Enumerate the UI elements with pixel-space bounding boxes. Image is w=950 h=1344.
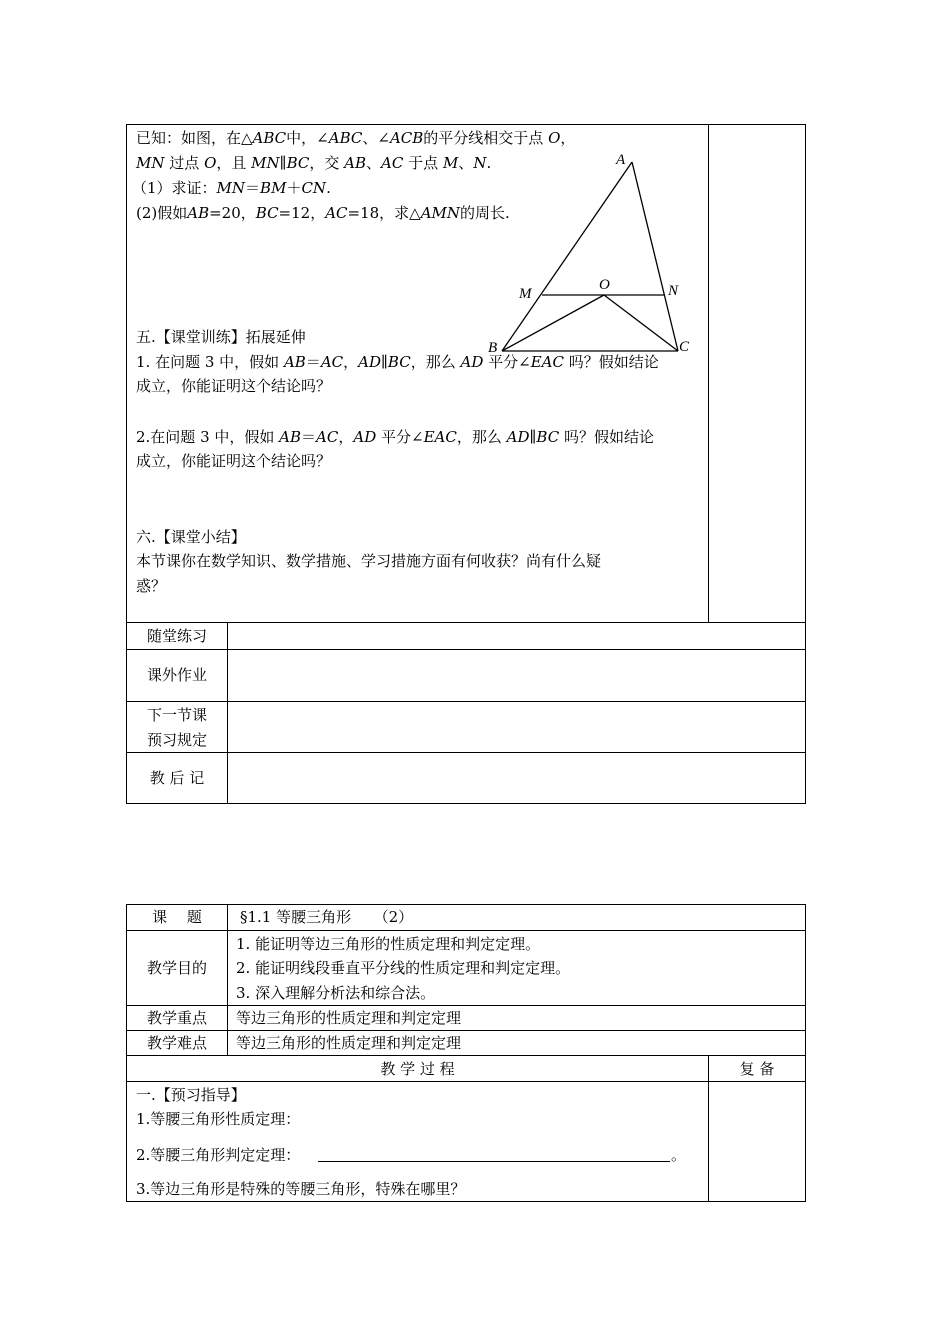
topic-label: 课 题 [152, 908, 202, 926]
question-2: (2)假如AB=20，BC=12，AC=18，求△AMN的周长. [136, 204, 510, 222]
side-ac [632, 162, 678, 351]
goals-label: 教学目的 [146, 959, 207, 977]
exercise-2-line-2: 成立，你能证明这个结论吗？ [136, 452, 332, 470]
upper-row-divider-1 [126, 622, 806, 623]
row-label-preview-1: 下一节课 [146, 706, 207, 724]
segment-bo [502, 295, 604, 351]
row-label-homework: 课外作业 [146, 666, 207, 684]
lower-row-divider-3 [126, 1030, 806, 1031]
goal-2: 2. 能证明线段垂直平分线的性质定理和判定定理。 [236, 959, 571, 977]
process-header: 教 学 过 程 [380, 1060, 455, 1078]
exercise-2-line-1: 2.在问题 3 中，假如 AB＝AC，AD 平分∠EAC，那么 AD∥BC 吗？假如结论 [136, 428, 654, 446]
row-label-afterclass: 教 后 记 [149, 769, 205, 787]
lower-row-divider-4 [126, 1055, 806, 1056]
lower-label-column-divider [227, 904, 228, 1055]
label-b: B [488, 340, 498, 356]
goal-1: 1. 能证明等边三角形的性质定理和判定定理。 [236, 935, 541, 953]
row-label-practice: 随堂练习 [146, 627, 207, 645]
difficulty-value: 等边三角形的性质定理和判定定理 [236, 1034, 462, 1052]
lower-row-divider-5 [126, 1081, 806, 1082]
lower-row-divider-1 [126, 930, 806, 931]
review-header: 复 备 [739, 1060, 775, 1078]
problem-line-1: 已知：如图，在△ABC中，∠ABC、∠ACB的平分线相交于点 O， [136, 129, 576, 147]
label-n: N [668, 283, 679, 299]
side-ab [502, 162, 632, 351]
key-label: 教学重点 [146, 1009, 207, 1027]
section-1-title: 一.【预习指导】 [136, 1086, 246, 1104]
summary-line-1: 本节课你在数学知识、数学措施、学习措施方面有何收获？尚有什么疑 [136, 552, 602, 570]
section-6-title: 六.【课堂小结】 [136, 528, 246, 546]
row-label-preview-2: 预习规定 [146, 731, 207, 749]
difficulty-label: 教学难点 [146, 1034, 207, 1052]
question-1: （1）求证：MN＝BM＋CN. [132, 179, 331, 197]
problem-line-2: MN 过点 O，且 MN∥BC，交 AB、AC 于点 M、N. [136, 154, 492, 172]
item-3: 3.等边三角形是特殊的等腰三角形，特殊在哪里？ [136, 1180, 466, 1198]
upper-row-divider-2 [126, 649, 806, 650]
item-2: 2.等腰三角形判定定理： [136, 1146, 301, 1164]
upper-row-divider-4 [126, 752, 806, 753]
upper-review-column-divider [708, 124, 709, 623]
label-a: A [616, 152, 626, 168]
item-1: 1.等腰三角形性质定理： [136, 1110, 301, 1128]
key-value: 等边三角形的性质定理和判定定理 [236, 1009, 462, 1027]
upper-label-column-divider [227, 622, 228, 804]
section-5-title: 五.【课堂训练】拓展延伸 [136, 328, 306, 346]
upper-row-divider-3 [126, 701, 806, 702]
lower-row-divider-2 [126, 1005, 806, 1006]
item-2-end: 。 [671, 1146, 687, 1164]
goal-3: 3. 深入理解分析法和综合法。 [236, 984, 436, 1002]
exercise-1-line-2: 成立，你能证明这个结论吗？ [136, 377, 332, 395]
label-c: C [679, 339, 690, 355]
label-o: O [599, 277, 610, 293]
label-m: M [519, 286, 532, 302]
summary-line-2: 惑？ [136, 577, 167, 595]
topic-value: §1.1 等腰三角形 （2） [240, 908, 414, 926]
item-2-blank-line [318, 1161, 670, 1162]
exercise-1-line-1: 1. 在问题 3 中，假如 AB＝AC，AD∥BC，那么 AD 平分∠EAC 吗？假如结论 [136, 353, 659, 371]
triangle-figure [480, 140, 705, 365]
